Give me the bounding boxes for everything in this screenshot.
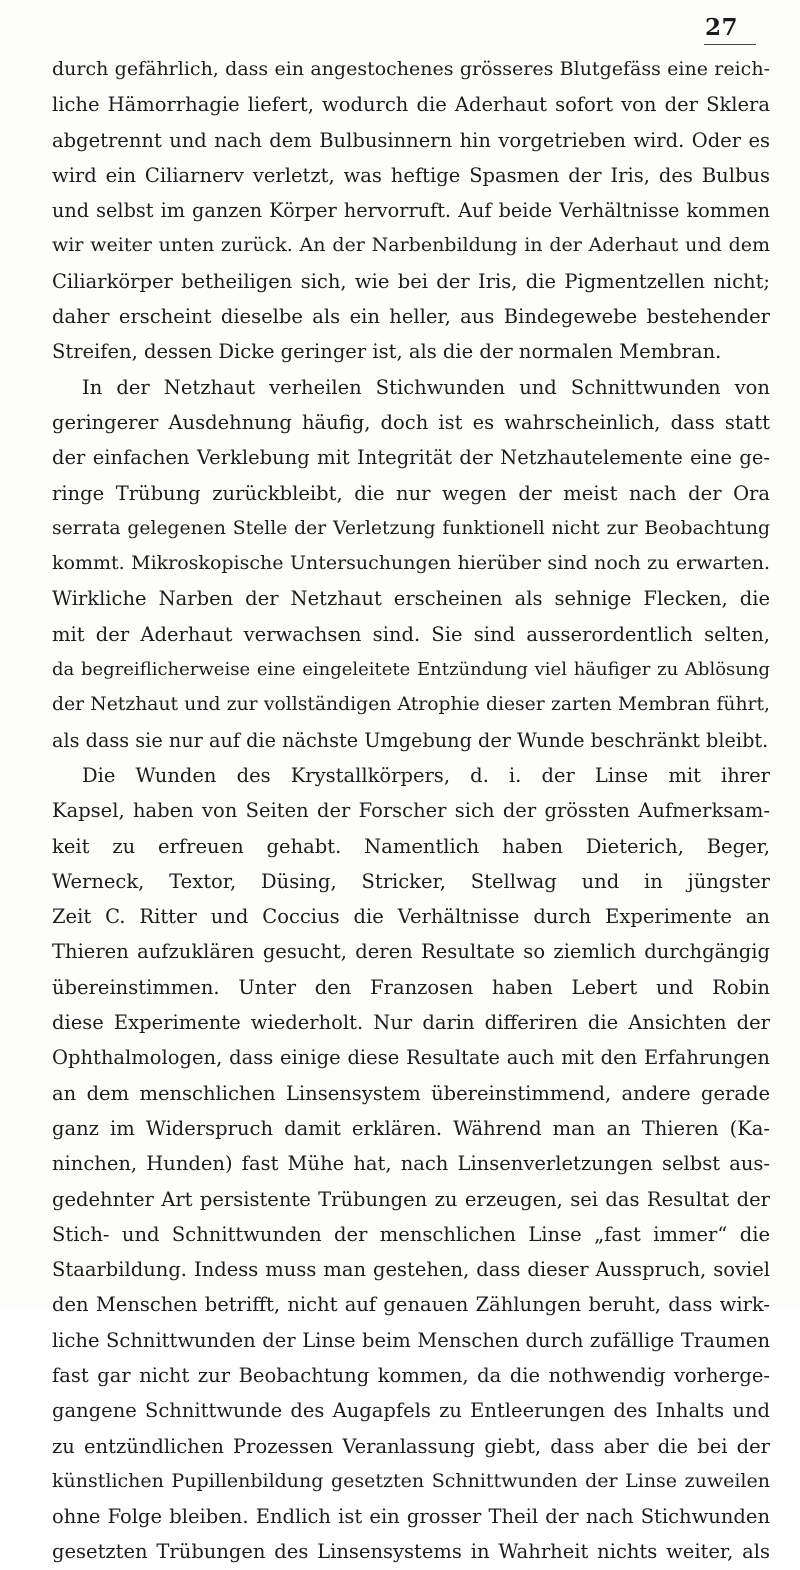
text-line: Streifen, dessen Dicke geringer ist, als die der normalen Membran.: [52, 340, 722, 364]
text-line: als dass sie nur auf die nächste Umgebung der Wunde beschränkt bleibt.: [52, 728, 769, 752]
text-line: fast gar nicht zur Beobachtung kommen, da die nothwendig vorherge-: [52, 1363, 770, 1387]
text-line: mit der Aderhaut verwachsen sind. Sie sind ausserordentlich selten,: [52, 622, 770, 646]
text-line: Die Wunden des Krystallkörpers, d. i. der Linse mit ihrer: [82, 763, 770, 787]
text-line: Stich- und Schnittwunden der menschlichen Linse „fast immer“ die: [52, 1222, 770, 1246]
page-number-rule: [704, 44, 756, 45]
text-line: Staarbildung. Indess muss man gestehen, dass dieser Ausspruch, soviel: [52, 1258, 770, 1282]
page-number: 27: [705, 14, 739, 41]
text-line: kommt. Mikroskopische Untersuchungen hierüber sind noch zu erwarten.: [52, 552, 770, 575]
text-line: gedehnter Art persistente Trübungen zu erzeugen, sei das Resultat der: [52, 1187, 770, 1211]
text-line: ohne Folge bleiben. Endlich ist ein grosser Theil der nach Stichwunden: [52, 1505, 770, 1529]
text-line: keit zu erfreuen gehabt. Namentlich haben Dieterich, Beger,: [52, 834, 770, 858]
text-line: wir weiter unten zurück. An der Narbenbildung in der Aderhaut und dem: [52, 234, 770, 257]
text-line: ninchen, Hunden) fast Mühe hat, nach Linsenverletzungen selbst aus-: [52, 1152, 770, 1176]
text-line: Ciliarkörper betheiligen sich, wie bei der Iris, die Pigmentzellen nicht;: [52, 269, 770, 293]
text-line: Zeit C. Ritter und Coccius die Verhältnisse durch Experimente an: [52, 905, 770, 929]
text-line: durch gefährlich, dass ein angestochenes grösseres Blutgefäss eine reich-: [52, 58, 770, 80]
text-line: gangene Schnittwunde des Augapfels zu Entleerungen des Inhalts und: [52, 1399, 770, 1423]
text-line: Werneck, Textor, Düsing, Stricker, Stellwag und in jüngster: [52, 869, 770, 893]
text-line: an dem menschlichen Linsensystem übereinstimmend, andere gerade: [52, 1081, 770, 1105]
text-line: gesetzten Trübungen des Linsensystems in Wahrheit nichts weiter, als: [52, 1540, 770, 1564]
text-line: wird ein Ciliarnerv verletzt, was heftige Spasmen der Iris, des Bulbus: [52, 163, 770, 187]
text-line: serrata gelegenen Stelle der Verletzung funktionell nicht zur Beobachtung: [52, 517, 770, 539]
text-line: Kapsel, haben von Seiten der Forscher sich der grössten Aufmerksam-: [52, 799, 770, 823]
text-line: zu entzündlichen Prozessen Veranlassung giebt, dass aber die bei der: [52, 1434, 770, 1458]
text-line: ringe Trübung zurückbleibt, die nur wegen der meist nach der Ora: [52, 481, 770, 505]
text-line: In der Netzhaut verheilen Stichwunden und Schnittwunden von: [82, 375, 770, 399]
text-line: Ophthalmologen, dass einige diese Resultate auch mit den Erfahrungen: [52, 1046, 770, 1070]
text-line: der Netzhaut und zur vollständigen Atrophie dieser zarten Membran führt,: [52, 694, 770, 716]
body-text: [52, 52, 770, 1570]
text-line: übereinstimmen. Unter den Franzosen haben Lebert und Robin: [52, 975, 770, 999]
text-line: Wirkliche Narben der Netzhaut erscheinen als sehnige Flecken, die: [52, 587, 770, 611]
text-line: liche Schnittwunden der Linse beim Menschen durch zufällige Traumen: [52, 1328, 770, 1352]
text-line: Thieren aufzuklären gesucht, deren Resultate so ziemlich durchgängig: [52, 940, 770, 964]
text-line: daher erscheint dieselbe als ein heller, aus Bindegewebe bestehender: [52, 305, 770, 329]
text-line: diese Experimente wiederholt. Nur darin differiren die Ansichten der: [52, 1011, 770, 1035]
text-line: abgetrennt und nach dem Bulbusinnern hin vorgetrieben wird. Oder es: [52, 128, 770, 152]
text-line: liche Hämorrhagie liefert, wodurch die Aderhaut sofort von der Sklera: [52, 93, 770, 117]
text-line: den Menschen betrifft, nicht auf genauen Zählungen beruht, dass wirk-: [52, 1293, 770, 1317]
text-line: ganz im Widerspruch damit erklären. Während man an Thieren (Ka-: [52, 1116, 770, 1140]
text-line: und selbst im ganzen Körper hervorruft. Auf beide Verhältnisse kommen: [52, 199, 770, 223]
text-line: der einfachen Verklebung mit Integrität der Netzhautelemente eine ge-: [52, 446, 770, 470]
text-line: künstlichen Pupillenbildung gesetzten Schnittwunden der Linse zuweilen: [52, 1469, 770, 1492]
text-line: da begreiflicherweise eine eingeleitete Entzündung viel häufiger zu Ablösung: [52, 659, 770, 681]
text-line: geringerer Ausdehnung häufig, doch ist es wahrscheinlich, dass statt: [52, 410, 770, 434]
